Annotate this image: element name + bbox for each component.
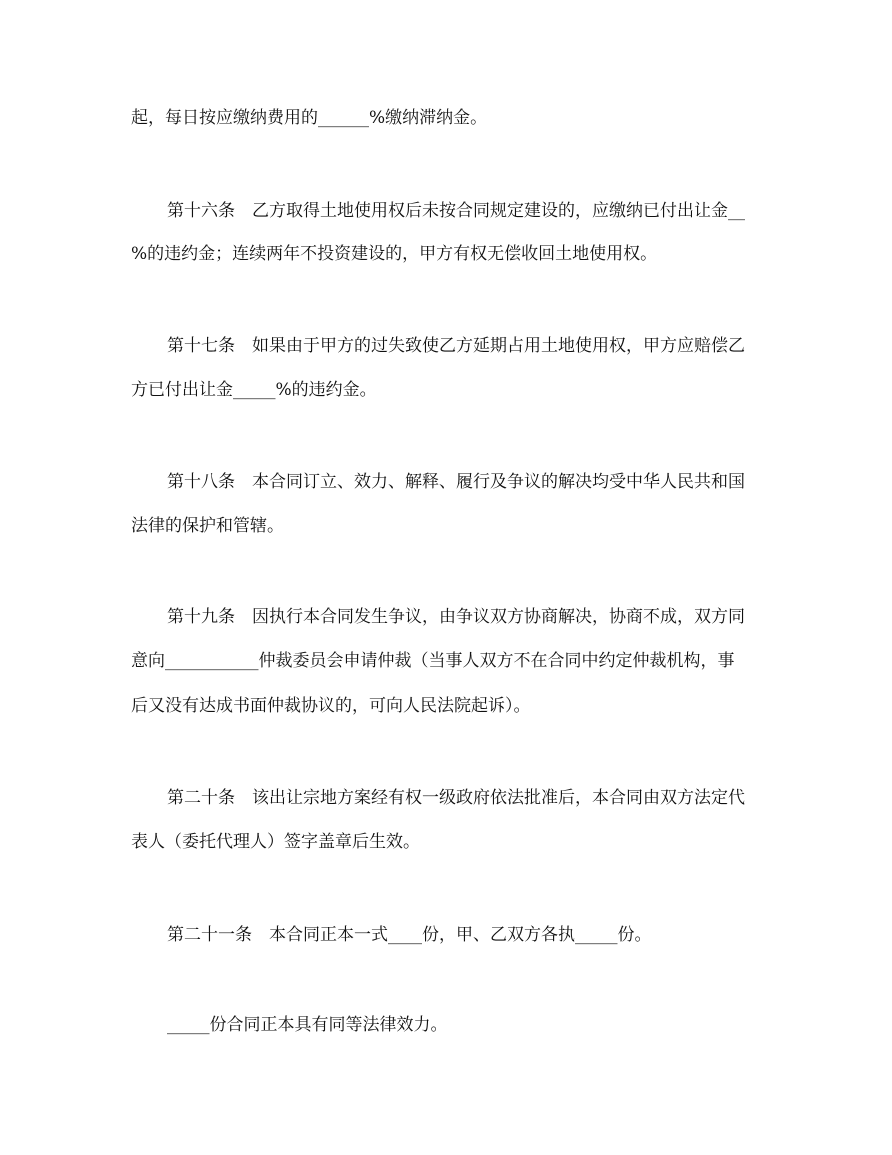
article-16-heading-line: 第十六条 乙方取得土地使用权后未按合同规定建设的，应缴纳已付出让金__ [167, 201, 745, 221]
article-20-heading-line: 第二十条 该出让宗地方案经有权一级政府依法批准后，本合同由双方法定代 [167, 788, 745, 808]
paragraph-line: 表人（委托代理人）签字盖章后生效。 [131, 832, 420, 852]
article-19-heading-line: 第十九条 因执行本合同发生争议，由争议双方协商解决，协商不成，双方同 [167, 607, 745, 627]
paragraph-line: 后又没有达成书面仲裁协议的，可向人民法院起诉）。 [131, 696, 531, 716]
paragraph-line: _____份合同正本具有同等法律效力。 [167, 1015, 448, 1035]
paragraph-line: 法律的保护和管辖。 [131, 516, 284, 536]
article-18-heading-line: 第十八条 本合同订立、效力、解释、履行及争议的解决均受中华人民共和国 [167, 472, 745, 492]
paragraph-line: 方已付出让金_____%的违约金。 [131, 380, 377, 400]
paragraph-line: 意向___________仲裁委员会申请仲裁（当事人双方不在合同中约定仲裁机构，事 [131, 651, 735, 671]
paragraph-line: %的违约金；连续两年不投资建设的，甲方有权无偿收回土地使用权。 [131, 244, 658, 264]
article-17-heading-line: 第十七条 如果由于甲方的过失致使乙方延期占用土地使用权，甲方应赔偿乙 [167, 336, 745, 356]
paragraph-line: 起，每日按应缴纳费用的______%缴纳滞纳金。 [131, 108, 488, 128]
article-21-heading-line: 第二十一条 本合同正本一式____份，甲、乙双方各执_____份。 [167, 925, 652, 945]
